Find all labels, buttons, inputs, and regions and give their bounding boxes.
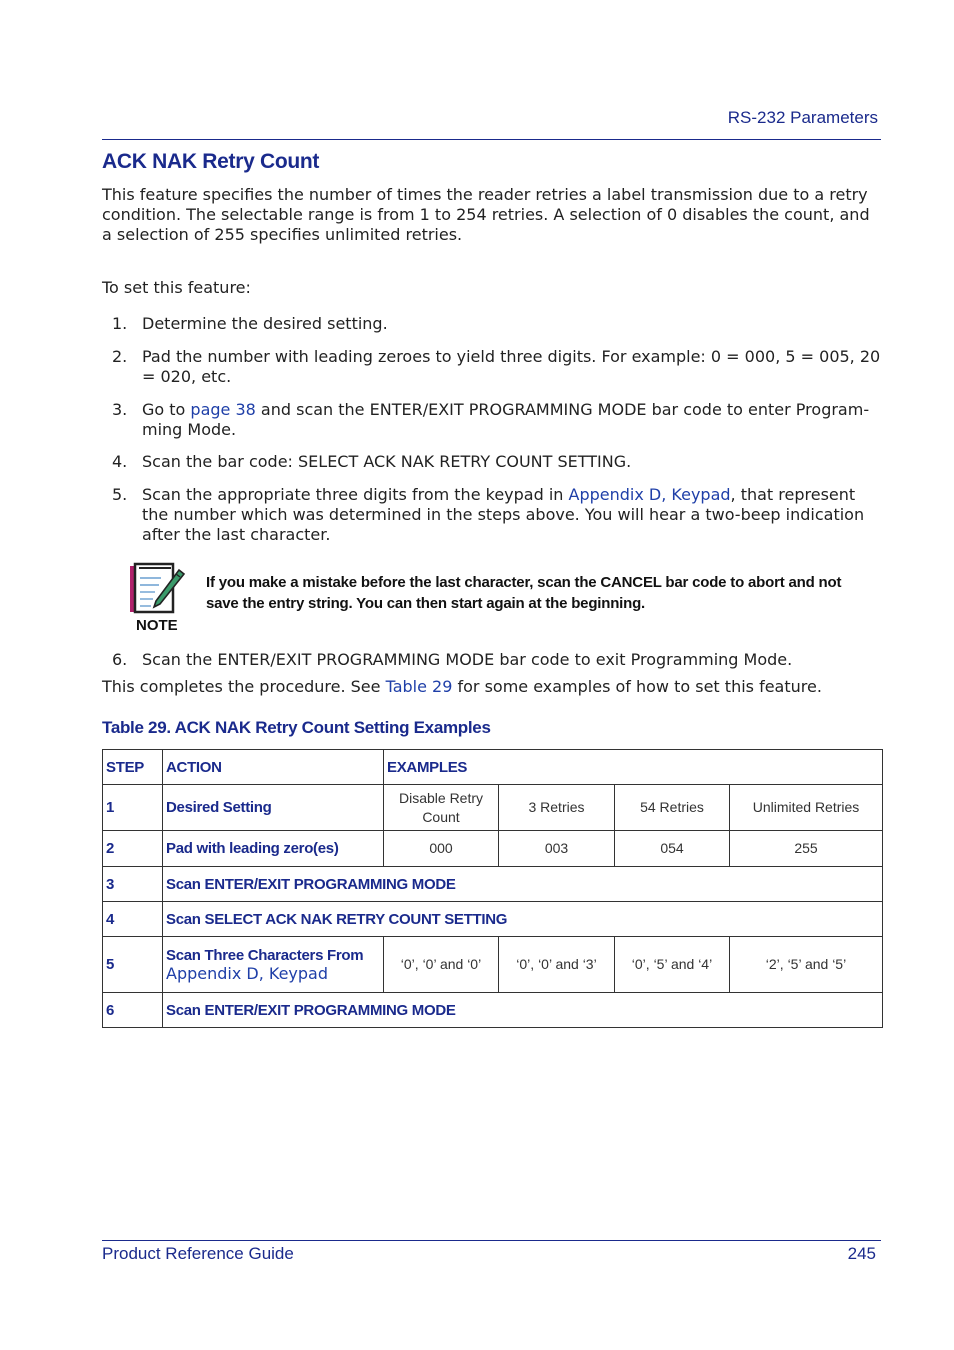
step-number: 6. — [112, 650, 128, 669]
row-step: 2 — [103, 831, 163, 867]
table-29-link[interactable]: Table 29 — [385, 677, 453, 696]
completes-post: for some examples of how to set this feature. — [452, 677, 822, 696]
intro-paragraph: This feature specifies the number of times the reader retries a label transmission due to a retry condition. The selectable range is from 1 to 254 retries. A selection of 0 disables the count, and a selection of 255 specifies unlimited retries. — [102, 185, 870, 244]
row-action: Scan SELECT ACK NAK RETRY COUNT SETTING — [163, 902, 883, 937]
step-text-pre: Go to — [142, 400, 191, 419]
row-step: 4 — [103, 902, 163, 937]
to-set-label: To set this feature: — [102, 278, 251, 297]
row-example: Disable Retry Count — [384, 785, 499, 831]
step-text-post: , that represent the number which was determined in the steps above. You will hear a two-beep indication after the last character. — [142, 485, 865, 544]
table-caption: Table 29. ACK NAK Retry Count Setting Examples — [102, 718, 491, 737]
row-example: 255 — [730, 831, 883, 867]
table-row — [103, 831, 883, 867]
running-header: RS-232 Parameters — [727, 108, 878, 127]
table-row — [103, 785, 883, 831]
step-number: 4. — [112, 452, 128, 471]
row-action — [163, 937, 384, 993]
step-number: 2. — [112, 347, 128, 366]
completes-pre: This completes the procedure. See — [102, 677, 386, 696]
note-pad-pen-icon — [127, 558, 185, 616]
step-text — [142, 400, 882, 440]
step-number: 1. — [112, 314, 128, 333]
step-text: Scan the ENTER/EXIT PROGRAMMING MODE bar code to exit Programming Mode. — [142, 650, 793, 669]
table-row — [103, 937, 883, 993]
table-row — [103, 867, 883, 902]
step-number: 5. — [112, 485, 128, 504]
row-example: ‘0’, ‘5’ and ‘4’ — [615, 937, 730, 993]
step-text: Determine the desired setting. — [142, 314, 388, 333]
note-text: If you make a mistake before the last character, scan the CANCEL bar code to abort and not save the entry string. You can then start again at the beginning. — [206, 574, 842, 612]
note-label: NOTE — [136, 617, 178, 634]
row-example: ‘0’, ‘0’ and ‘0’ — [384, 937, 499, 993]
page-number: 245 — [847, 1244, 876, 1263]
row-step: 6 — [103, 993, 163, 1028]
row-example: 003 — [499, 831, 615, 867]
row-action-text: Scan Three Characters From — [166, 946, 364, 964]
row-example: 54 Retries — [615, 785, 730, 831]
row-action: Scan ENTER/EXIT PROGRAMMING MODE — [163, 867, 883, 902]
row-example: 3 Retries — [499, 785, 615, 831]
row-action: Scan ENTER/EXIT PROGRAMMING MODE — [163, 993, 883, 1028]
row-example: 054 — [615, 831, 730, 867]
row-step: 3 — [103, 867, 163, 902]
header-action: ACTION — [163, 750, 384, 785]
appendix-d-keypad-link[interactable]: Appendix D, Keypad — [568, 485, 731, 504]
header-rule — [102, 139, 881, 140]
table-header-row — [103, 750, 883, 785]
step-text-pre: Scan the appropriate three digits from the keypad in — [142, 485, 569, 504]
step-text-post: and scan the ENTER/EXIT PROGRAMMING MODE bar code to enter Program-ming Mode. — [142, 400, 870, 439]
header-step: STEP — [103, 750, 163, 785]
row-example: ‘0’, ‘0’ and ‘3’ — [499, 937, 615, 993]
row-action: Pad with leading zero(es) — [163, 831, 384, 867]
step-text: Scan the bar code: SELECT ACK NAK RETRY COUNT SETTING. — [142, 452, 632, 471]
row-example: ‘2’, ‘5’ and ‘5’ — [730, 937, 883, 993]
step-text — [142, 485, 882, 545]
header-examples: EXAMPLES — [384, 750, 883, 785]
step-text: Pad the number with leading zeroes to yield three digits. For example: 0 = 000, 5 = 005, 20 = 020, etc. — [142, 347, 881, 386]
step-number: 3. — [112, 400, 128, 419]
examples-table — [102, 749, 883, 1028]
row-action: Desired Setting — [163, 785, 384, 831]
section-title: ACK NAK Retry Count — [102, 150, 320, 173]
row-example: 000 — [384, 831, 499, 867]
table-row — [103, 902, 883, 937]
appendix-d-keypad-table-link[interactable]: Appendix D, Keypad — [166, 963, 329, 983]
footer-title: Product Reference Guide — [102, 1244, 294, 1263]
completes-paragraph — [102, 677, 882, 697]
table-row — [103, 993, 883, 1028]
footer-rule — [102, 1240, 881, 1241]
row-step: 5 — [103, 937, 163, 993]
row-step: 1 — [103, 785, 163, 831]
page-38-link[interactable]: page 38 — [190, 400, 256, 419]
row-example: Unlimited Retries — [730, 785, 883, 831]
